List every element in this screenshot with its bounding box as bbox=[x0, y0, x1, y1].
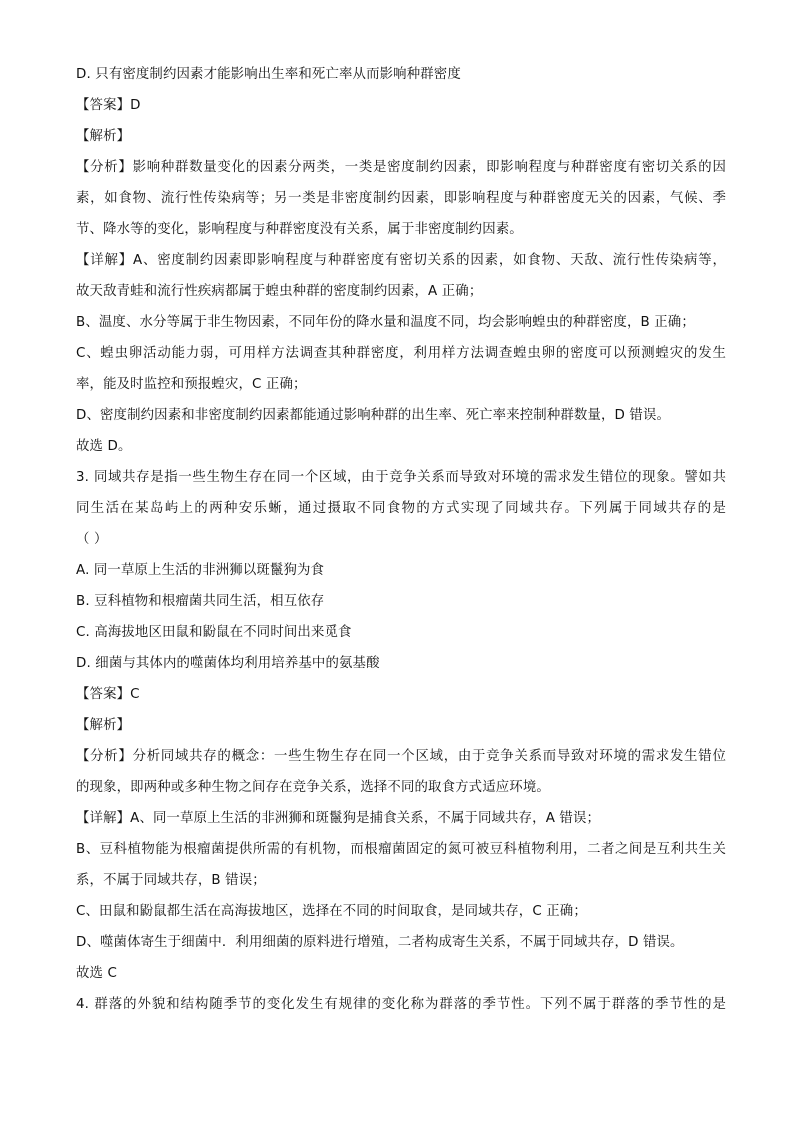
option-c: C. 高海拔地区田鼠和鼢鼠在不同时间出来觅食 bbox=[76, 625, 352, 640]
analysis-paragraph-line: 素，如食物、流行性传染病等；另一类是非密度制约因素，即影响程度与种群密度无关的因素，气候、季 bbox=[76, 191, 726, 206]
option-b: B. 豆科植物和根瘤菌共同生活，相互依存 bbox=[76, 594, 325, 609]
analysis-paragraph-line: 【分析】分析同域共存的概念：一些生物生存在同一个区域，由于竞争关系而导致对环境的需求发生错位 bbox=[76, 749, 726, 764]
analysis-heading: 【解析】 bbox=[76, 129, 131, 144]
answer-label: 【答案】C bbox=[76, 687, 140, 702]
question-3-stem: 同生活在某岛屿上的两种安乐蜥，通过摄取不同食物的方式实现了同域共存。下列属于同域共存的是 bbox=[76, 501, 726, 516]
conclusion-line: 故选 C bbox=[76, 966, 117, 981]
option-a: A. 同一草原上生活的非洲狮以斑鬣狗为食 bbox=[76, 563, 325, 578]
explanation-paragraph-line: 系，不属于同域共存，B 错误； bbox=[76, 873, 266, 888]
question-4-stem: 4. 群落的外貌和结构随季节的变化发生有规律的变化称为群落的季节性。下列不属于群落的季节性的是 bbox=[76, 997, 726, 1012]
explanation-paragraph-line: 【详解】A、同一草原上生活的非洲狮和斑鬣狗是捕食关系，不属于同域共存，A 错误； bbox=[76, 811, 601, 826]
explanation-paragraph-line: 率，能及时监控和预报蝗灾，C 正确； bbox=[76, 377, 307, 392]
explanation-paragraph-line: B、豆科植物能为根瘤菌提供所需的有机物，而根瘤菌固定的氮可被豆科植物利用，二者之间是互利共生关 bbox=[76, 842, 726, 857]
explanation-paragraph-line: 【详解】A、密度制约因素即影响程度与种群密度有密切关系的因素，如食物、天敌、流行性传染病等， bbox=[76, 253, 726, 268]
analysis-paragraph-line: 的现象，即两种或多种生物之间存在竞争关系，选择不同的取食方式适应环境。 bbox=[76, 780, 550, 795]
analysis-heading: 【解析】 bbox=[76, 718, 131, 733]
analysis-paragraph-line: 【分析】影响种群数量变化的因素分两类，一类是密度制约因素，即影响程度与种群密度有密切关系的因 bbox=[76, 160, 726, 175]
option-d-prev-question: D. 只有密度制约因素才能影响出生率和死亡率从而影响种群密度 bbox=[76, 67, 461, 82]
explanation-paragraph-line: C、蝗虫卵活动能力弱，可用样方法调查其种群密度，利用样方法调查蝗虫卵的密度可以预测蝗灾的发生 bbox=[76, 346, 726, 361]
explanation-paragraph-line: C、田鼠和鼢鼠都生活在高海拔地区，选择在不同的时间取食，是同域共存，C 正确； bbox=[76, 904, 587, 919]
explanation-paragraph-line: D、密度制约因素和非密度制约因素都能通过影响种群的出生率、死亡率来控制种群数量，D 错误。 bbox=[76, 408, 671, 423]
conclusion-line: 故选 D。 bbox=[76, 439, 132, 454]
question-3-blank: （ ） bbox=[76, 532, 108, 547]
question-3-stem: 3. 同域共存是指一些生物生存在同一个区域，由于竞争关系而导致对环境的需求发生错位的现象。譬如共 bbox=[76, 470, 726, 485]
analysis-paragraph-line: 节、降水等的变化，影响程度与种群密度没有关系，属于非密度制约因素。 bbox=[76, 222, 523, 237]
explanation-paragraph-line: D、噬菌体寄生于细菌中．利用细菌的原料进行增殖，二者构成寄生关系，不属于同域共存，D 错误。 bbox=[76, 935, 684, 950]
option-d: D. 细菌与其体内的噬菌体均利用培养基中的氨基酸 bbox=[76, 656, 380, 671]
answer-label: 【答案】D bbox=[76, 98, 141, 113]
explanation-paragraph-line: 故天敌青蛙和流行性疾病都属于蝗虫种群的密度制约因素，A 正确； bbox=[76, 284, 483, 299]
explanation-paragraph-line: B、温度、水分等属于非生物因素，不同年份的降水量和温度不同，均会影响蝗虫的种群密度，B 正确； bbox=[76, 315, 695, 330]
